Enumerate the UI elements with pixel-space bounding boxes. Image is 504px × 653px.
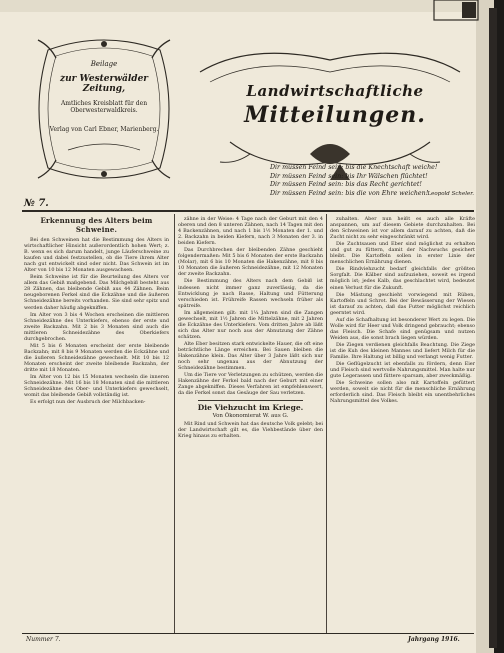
article-column-2 <box>178 216 323 632</box>
article-paragraph: Es erfolgt nun der Ausbruch der Milchbacken- <box>30 399 146 406</box>
article-column-1 <box>24 216 169 632</box>
column-divider <box>174 214 175 634</box>
poem-line: Dir müssen Feind sein: bis die von Ehre weichen! <box>270 189 429 197</box>
poem-line: Dir müssen Feind sein: bis das Recht gerichtet! <box>270 181 422 189</box>
title-line-1: Landwirtschaftliche <box>246 82 424 100</box>
article-column-3 <box>330 216 475 632</box>
article-byline: Von Ökonomierat W. aus G. <box>212 413 289 420</box>
article-paragraph: Beim Schweine ist für die Beurteilung des Alters vor allem das Gebiß maßgebend. Das Milchgebiß besteht aus 28 Zähnen, das bleibende Gebiß aus 44 Zähnen. Beim neugeborenen Ferkel sind die Eckzähne und die äußeren Schneidezähne bereits vorhanden. Sie sind sehr spitz und werden daher häufig abgekniffen. <box>24 274 169 311</box>
article-paragraph: Die Bestimmung des Alters nach dem Gebiß ist indessen nicht immer ganz zuverlässig, da die Entwicklung je nach Rasse, Haltung und Fütterung verschieden ist. Frühreife Rassen wechseln früher als spätreife. <box>178 278 323 309</box>
poem-author: Leopold Scheler. <box>427 191 474 198</box>
article-paragraph: Bei den Schweinen hat die Bestimmung des Alters in wirtschaftlicher Hinsicht außerordentlich hohen Wert; z. B. wenn es sich darum handelt, junge Läuferschweine zu kaufen und dabei festzustellen, ob die Tiere ihrem Alter nach gut entwickelt sind oder nicht. Das Schwein ist im Alter von 10 bis 12 Monaten ausgewachsen. <box>24 237 169 274</box>
supplement-label: Beilage <box>90 60 118 68</box>
corner-ornament <box>432 0 480 22</box>
footer-divider <box>22 633 474 634</box>
article-paragraph: Um die Tiere vor Verletzungen zu schützen, werden die Hakenzähne der Ferkel bald nach der Geburt mit einer Zange abgekniffen. Dieses Verfahren ist empfehlenswert, da die Ferkel sonst das Gesäuge der Sau verletzen. <box>178 372 323 397</box>
article-paragraph: Mit 5 bis 6 Monaten erscheint der erste bleibende Backzahn; mit 8 bis 9 Monaten werden die Eckzähne und die äußeren Schneidezähne gewechselt. Mit 10 bis 12 Monaten erscheint der zweite bleibende Backzahn, der dritte mit 18 Monaten. <box>24 342 169 373</box>
page-binding-edge <box>489 8 497 648</box>
poem-block <box>270 164 480 199</box>
issue-number: № 7. <box>24 198 49 209</box>
title-line-2: Mitteilungen. <box>244 102 426 128</box>
article-paragraph: Die Mästung geschieht vorwiegend mit Rüben, Kartoffeln und Schrot. Bei der Bewässerung der Wiesen ist darauf zu achten, daß das Futter möglichst reichlich geerntet wird. <box>330 291 475 316</box>
article-paragraph: Die Rindviehzucht bedarf gleichfalls der größten Sorgfalt. Die Kälber sind aufzuziehen, soweit es irgend möglich ist; jedes Kalb, das geschlachtet wird, bedeutet einen Verlust für die Zukunft. <box>330 266 475 291</box>
article-paragraph: Alte Eber besitzen stark entwickelte Hauer, die oft eine beträchtliche Länge erreichen. Bei Sauen bleiben die Hakenzähne klein. Das Alter über 3 Jahre läßt sich nur noch sehr ungenau aus der Abnutzung der Schneidezähne bestimmen. <box>178 340 323 372</box>
column-divider <box>326 214 327 634</box>
poem-line: Dir müssen Feind sein: bis Ihr Wälschen flüchtet! <box>270 172 428 180</box>
article-paragraph: Die Schweine sollen also mit Kartoffeln gefüttert werden, soweit sie nicht für die menschliche Ernährung erforderlich sind. Das Fleisch bleibt ein unentbehrliches Nahrungsmittel des Volkes. <box>330 380 475 405</box>
article-paragraph: zuhalten. Aber nun heißt es auch alle Kräfte anspannen, um auf diesem Gebiete durchzuhalten. Bei den Schweinen ist vor allem darauf zu achten, daß die Zucht nicht zu sehr eingeschränkt wird. <box>330 216 475 241</box>
header-divider <box>22 210 474 212</box>
official-gazette-label: Amtliches Kreisblatt für den Oberwesterwaldkreis. <box>60 100 148 115</box>
article-heading: Erkennung des Alters beim Schweine. <box>40 216 153 234</box>
article-paragraph: Mit Rind und Schwein hat das deutsche Volk gelebt; bei der Landwirtschaft gilt es, die Viehbestände über den Krieg hinaus zu erhalten. <box>178 421 323 440</box>
article-paragraph: Die Zuchtsauen und Eber sind möglichst zu erhalten und gut zu füttern, damit der Nachwuchs gesichert bleibt. Die Kartoffeln sollen in erster Linie der menschlichen Ernährung dienen. <box>330 241 475 266</box>
supplement-title <box>210 82 460 128</box>
article-divider <box>198 400 303 401</box>
article-paragraph: Auf die Schafhaltung ist besonderer Wert zu legen. Die Wolle wird für Heer und Volk dringend gebraucht; ebenso das Fleisch. Die Schafe sind genügsam und nutzen Weiden aus, die sonst brach liegen würden. <box>330 316 475 341</box>
article-paragraph: Im Alter von 3 bis 4 Wochen erscheinen die mittleren Schneidezähne des Unterkiefers, ebenso der erste und zweite Backzahn. Mit 2 bis 3 Monaten sind auch die mittleren Schneidezähne des Oberkiefers durchgebrochen. <box>24 311 169 342</box>
article-paragraph: zähne in der Weise: 4 Tage nach der Geburt mit den 4 oberen und den 8 unteren Zähnen, nach 14 Tagen mit den 4 Backenzähnen, und nach 1 bis 1½ Monaten der 1. und 2. Backzahn in beiden Kiefern, nach 3 Monaten der 3. in beiden Kiefern. <box>178 216 323 247</box>
footer-issue-number: Nummer 7. <box>26 636 61 643</box>
poem-line: Dir müssen Feind sein: bis die Knechtschaft weiche! <box>270 164 438 171</box>
footer-volume-year: Jahrgang 1916. <box>408 636 460 643</box>
newspaper-name: zur Westerwälder Zeitung, <box>59 74 149 95</box>
article-paragraph: Die Geflügelzucht ist ebenfalls zu fördern, denn Eier und Fleisch sind wertvolle Nahrungsmittel. Man halte nur gute Legerassen und füttere sparsam, aber zweckmäßig. <box>330 361 475 380</box>
article-paragraph: Die Ziegen verdienen gleichfalls Beachtung. Die Ziege ist die Kuh des kleinen Mannes und liefert Milch für die Familie. Ihre Haltung ist billig und verlangt wenig Futter. <box>330 341 475 361</box>
publisher-label: Verlag von Carl Ebner, Marienberg. <box>49 126 159 133</box>
masthead-publisher-block <box>28 30 180 188</box>
article-paragraph: Das Durchbrechen der bleibenden Zähne geschieht folgendermaßen: Mit 5 bis 6 Monaten der erste Backzahn (Molar), mit 6 bis 10 Monaten die Hakenzähne, mit 8 bis 10 Monaten die äußeren Schneidezähne, mit 12 Monaten der zweite Backzahn. <box>178 247 323 278</box>
article-heading: Die Viehzucht im Kriege. <box>197 403 304 413</box>
article-paragraph: Im allgemeinen gilt: mit 1¼ Jahren sind die Zangen gewechselt, mit 1½ Jahren die Mittelzähne, mit 2 Jahren die Eckzähne des Unterkiefers. Vom dritten Jahre ab läßt sich das Alter nur noch aus der Abnutzung der Zähne schätzen. <box>178 309 323 340</box>
article-paragraph: Im Alter von 12 bis 15 Monaten wechseln die inneren Schneidezähne. Mit 16 bis 18 Monaten sind die mittleren Schneidezähne des Ober- und Unterkiefers gewechselt, womit das bleibende Gebiß vollständig ist. <box>24 374 169 399</box>
